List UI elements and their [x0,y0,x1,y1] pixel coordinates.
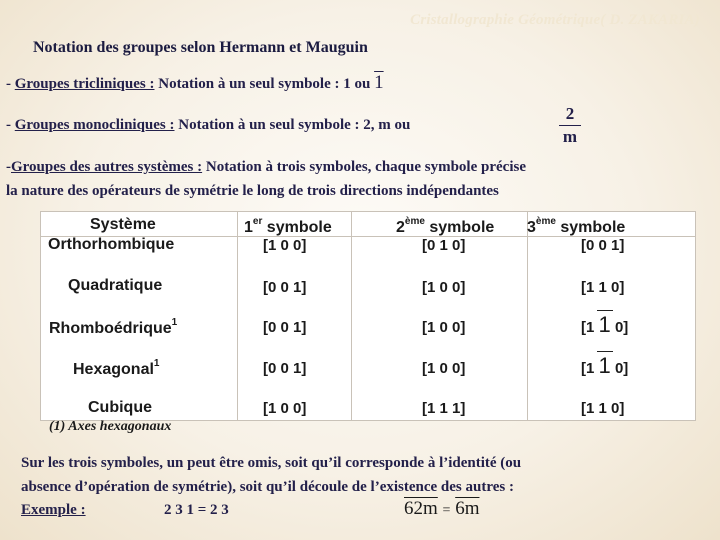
system-name [73,358,159,379]
triclinic-symbol: 1 [374,72,384,93]
symbol-part: 0] [614,319,629,336]
symbol-cell: [1 0 0] [422,360,466,377]
header-num: 2 [396,219,405,236]
symbol-cell: [1 1 1] [422,400,466,417]
footnote-marker: 1 [153,358,160,369]
other-systems-label: Groupes des autres systèmes : [11,159,203,175]
triclinic-label: Groupes tricliniques : [14,76,155,92]
symbol-cell: [1 0 0] [263,237,307,254]
paragraph-line-2: absence d’opération de symétrie), soit qu’il découle de l’existence des autres : [21,479,514,495]
monoclinic-text: Notation à un seul symbole : 2, m ou [174,117,411,133]
formula-equals: = [442,503,451,518]
header-num: 1 [244,219,253,236]
monoclinic-label: Groupes monocliniques : [14,117,175,133]
page-subtitle: Notation des groupes selon Hermann et Mauguin [33,39,368,56]
table-footnote: (1) Axes hexagonaux [49,419,172,434]
symbol-cell [581,312,628,338]
paragraph-line-1: Sur les trois symboles, un peut être omis, soit qu’il corresponde à l’identité (ou [21,455,522,471]
formula-left: 62m [404,498,438,519]
symbol-cell: [0 1 0] [422,237,466,254]
triclinic-line [6,72,384,94]
barred-one [599,353,611,378]
symbol-cell: [1 1 0] [581,400,625,417]
symbol-part: [1 [581,319,595,336]
column-divider [237,212,238,420]
column-divider [351,212,352,420]
monoclinic-fraction [559,104,581,147]
other-systems-text: Notation à trois symboles, chaque symbole précise [202,159,526,175]
system-name: Cubique [88,399,152,416]
dash: - [6,159,11,175]
header-num: 3 [527,219,536,236]
symbol-cell: [1 1 0] [581,279,625,296]
column-divider [527,212,528,420]
barred-one [599,312,611,337]
system-label: Hexagonal [73,361,154,378]
header-sup: er [252,216,263,227]
overbar [597,351,613,352]
symbol-cell: [1 0 0] [422,279,466,296]
example-formula [404,498,479,520]
system-name: Orthorhombique [48,236,175,253]
fraction-top: 2 [565,104,575,123]
symbol-cell [581,353,628,379]
barred-digit: 1 [598,353,611,378]
overbar [597,310,613,311]
header-word: symbole [424,219,495,236]
example-label [21,502,86,519]
fraction-bottom: m [562,127,578,146]
dash: - [6,76,15,92]
other-systems-line-2: la nature des opérateurs de symétrie le long de trois directions indépendantes [6,183,499,199]
monoclinic-line [6,117,410,134]
example-text: 2 3 1 = 2 3 [164,502,229,518]
symbol-cell: [0 0 1] [263,279,307,296]
example-label-text: Exemple : [21,502,86,518]
system-name [49,317,177,338]
footnote-marker: 1 [171,317,178,328]
symbol-part: [1 [581,360,595,377]
header-symbol-3 [527,216,625,237]
other-systems-line [6,159,526,176]
system-label: Rhomboédrique [49,320,172,337]
header-word: symbole [555,219,626,236]
dash: - [6,117,15,133]
symbol-cell: [0 0 1] [581,237,625,254]
header-symbol-2 [396,216,494,237]
header-word: symbole [262,219,332,236]
header-sup: ème [535,216,556,227]
header-system: Système [90,216,156,233]
symbol-table [40,211,696,421]
formula-right: 6m [455,498,480,519]
barred-digit: 1 [598,312,611,337]
header-sup: ème [404,216,425,227]
system-name: Quadratique [68,277,163,294]
symbol-cell: [0 0 1] [263,319,307,336]
symbol-cell: [1 0 0] [422,319,466,336]
symbol-cell: [1 0 0] [263,400,307,417]
header-symbol-1 [244,216,332,237]
triclinic-text: Notation à un seul symbole : 1 ou [154,76,375,92]
symbol-cell: [0 0 1] [263,360,307,377]
symbol-part: 0] [614,360,629,377]
header-title: Cristallographie Géométrique( D. ZAKARIA) [410,12,700,28]
fraction-line [559,125,581,126]
